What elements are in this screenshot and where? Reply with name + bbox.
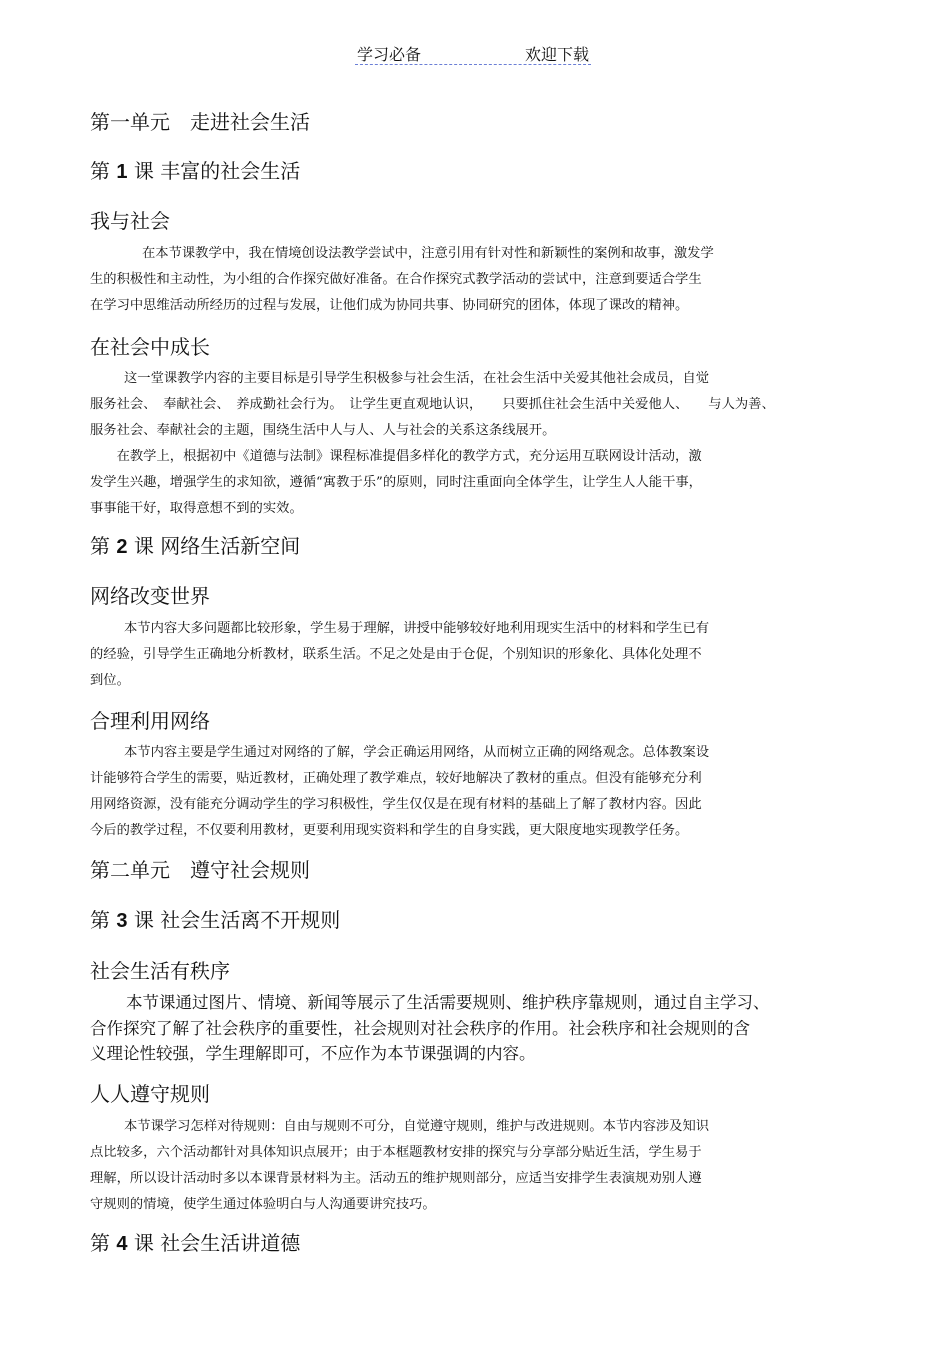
- section-title-obey-rules: 人人遵守规则: [90, 1082, 210, 1106]
- unit-2-title: 第二单元 遵守社会规则: [90, 858, 310, 882]
- paragraph-grow-in-society: 这一堂课教学内容的主要目标是引导学生积极参与社会生活，在社会生活中关爱其他社会成员，自觉 服务社会、 奉献社会、 养成勤社会行为。 让学生更直观地认识， 只要抓住社会生活中关爱他人、 与人为善、 服务社会、奉献社会的主题，围绕生活中人与人、人与社会的关系这条线展开。 在教学上，根据初中《道德与法制》课程标准提倡多样化的教学方式，充分运用互联网设计活动，激 发学生兴趣，增强学生的求知欲，遵循“寓教于乐”的原则，同时注重面向全体学生，让学生人人能干事， 事事能干好，取得意想不到的实效。: [90, 371, 775, 516]
- lesson-3-title: 第 3 课 社会生活离不开规则: [90, 908, 341, 932]
- header-right-text: 欢迎下载: [524, 45, 589, 64]
- lesson-4-title: 第 4 课 社会生活讲道德: [90, 1231, 301, 1255]
- lesson-1-title: 第 1 课 丰富的社会生活: [90, 159, 301, 183]
- paragraph-use-network-wisely: 本节内容主要是学生通过对网络的了解，学会正确运用网络，从而树立正确的网络观念。总体教案设 计能够符合学生的需要，贴近教材，正确处理了教学难点，较好地解决了教材的重点。但没有能够充分利 用网络资源，没有能充分调动学生的学习积极性，学生仅仅是在现有材料的基础上了解了教材内容。因此 今后的教学过程，不仅要利用教材，更要利用现实资料和学生的自身实践，更大限度地实现教学任务。: [90, 745, 710, 838]
- paragraph-obey-rules: 本节课学习怎样对待规则：自由与规则不可分，自觉遵守规则，维护与改进规则。本节内容涉及知识 点比较多，六个活动都针对具体知识点展开；由于本框题教材安排的探究与分享部分贴近生活，学生易于 理解，所以设计活动时多以本课背景材料为主。活动五的维护规则部分，应适当安排学生表演规劝别人遵 守规则的情境，使学生通过体验明白与人沟通要讲究技巧。: [90, 1119, 710, 1212]
- paragraph-social-order: 本节课通过图片、情境、新闻等展示了生活需要规则、维护秩序靠规则，通过自主学习、 合作探究了解了社会秩序的重要性，社会规则对社会秩序的作用。社会秩序和社会规则的含 义理论性较强，学生理解即可，不应作为本节课强调的内容。: [90, 993, 770, 1063]
- lesson-2-title: 第 2 课 网络生活新空间: [90, 534, 301, 558]
- header-left-text: 学习必备: [357, 45, 422, 64]
- section-title-use-network-wisely: 合理利用网络: [90, 709, 210, 733]
- section-title-grow-in-society: 在社会中成长: [90, 335, 210, 359]
- section-title-network-changes-world: 网络改变世界: [90, 584, 210, 608]
- paragraph-me-and-society: 在本节课教学中，我在情境创设法教学尝试中，注意引用有针对性和新颖性的案例和故事，激发学 生的积极性和主动性，为小组的合作探究做好准备。在合作探究式教学活动的尝试中，注意到要适合学生 在学习中思维活动所经历的过程与发展，让他们成为协同共事、协同研究的团体，体现了课改的精神。: [90, 246, 714, 313]
- paragraph-network-changes-world: 本节内容大多问题都比较形象，学生易于理解，讲授中能够较好地利用现实生活中的材料和学生已有 的经验，引导学生正确地分析教材，联系生活。不足之处是由于仓促，个别知识的形象化、具体化处理不 到位。: [90, 621, 710, 688]
- page-header: [355, 42, 591, 65]
- unit-1-title: 第一单元 走进社会生活: [90, 110, 310, 134]
- section-title-me-and-society: 我与社会: [90, 209, 170, 233]
- section-title-social-order: 社会生活有秩序: [90, 959, 230, 983]
